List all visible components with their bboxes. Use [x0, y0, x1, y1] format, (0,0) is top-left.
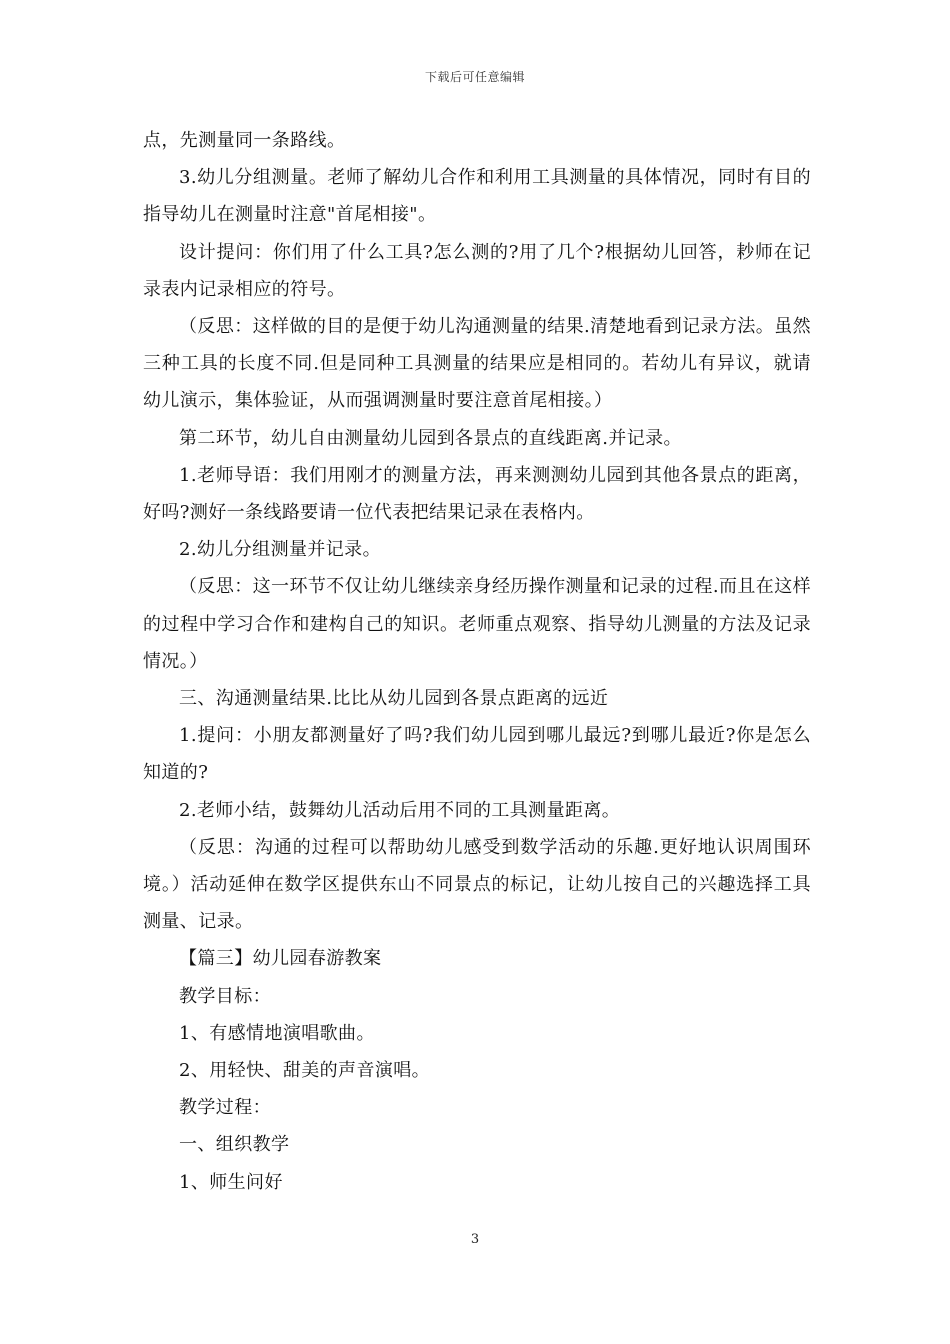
- paragraph-goal-2: 2、用轻快、甜美的声音演唱。: [179, 1060, 431, 1082]
- paragraph-goals-label: 教学目标：: [179, 985, 271, 1007]
- document-body: [143, 122, 811, 1201]
- paragraph-step-3: 3.幼儿分组测量。老师了解幼儿合作和利用工具测量的具体情况，同时有目的指导幼儿在测量时注意"首尾相接"。: [143, 167, 811, 226]
- paragraph-process-label: 教学过程：: [179, 1097, 271, 1119]
- paragraph-reflection-2: （反思：这一环节不仅让幼儿继续亲身经历操作测量和记录的过程.而且在这样的过程中学习合作和建构自己的知识。老师重点观察、指导幼儿测量的方法及记录情况。）: [143, 576, 811, 672]
- paragraph-reflection-1: （反思：这样做的目的是便于幼儿沟通测量的结果.清楚地看到记录方法。虽然三种工具的长度不同.但是同种工具测量的结果应是相同的。若幼儿有异议，就请幼儿演示，集体验证，从而强调测量时要注意首尾相接。）: [143, 316, 811, 412]
- paragraph-process-substep-1: 1、师生问好: [179, 1171, 283, 1193]
- page-number: 3: [470, 1232, 480, 1247]
- paragraph-process-step-1: 一、组织教学: [179, 1134, 290, 1156]
- paragraph-reflection-3: （反思：沟通的过程可以帮助幼儿感受到数学活动的乐趣.更好地认识周围环境。）活动延伸在数学区提供东山不同景点的标记，让幼儿按自己的兴趣选择工具测量、记录。: [143, 836, 811, 933]
- paragraph-section-3: 三、沟通测量结果.比比从幼儿园到各景点距离的远近: [179, 688, 609, 710]
- paragraph-continuation: 点，先测量同一条路线。: [143, 130, 346, 151]
- paragraph-design-question: 设计提问：你们用了什么工具?怎么测的?用了几个?根据幼儿回答，耖师在记录表内记录相应的符号。: [143, 241, 811, 300]
- paragraph-summary: 2.老师小结，鼓舞幼儿活动后用不同的工具测量距离。: [179, 799, 621, 821]
- paragraph-section-2: 第二环节，幼儿自由测量幼儿园到各景点的直线距离.并记录。: [179, 427, 682, 449]
- paragraph-teacher-guide: 1.老师导语：我们用刚才的测量方法，再来测测幼儿园到其他各景点的距离，好吗?测好一条线路要请一位代表把结果记录在表格内。: [143, 464, 811, 524]
- paragraph-question: 1.提问：小朋友都测量好了吗?我们幼儿园到哪儿最远?到哪儿最近?你是怎么知道的?: [143, 725, 811, 784]
- paragraph-group-measure: 2.幼儿分组测量并记录。: [179, 539, 381, 561]
- section-heading: 【篇三】幼儿园春游教案: [179, 948, 382, 970]
- paragraph-goal-1: 1、有感情地演唱歌曲。: [179, 1022, 375, 1044]
- page-header-note: 下载后可任意编辑: [424, 70, 525, 84]
